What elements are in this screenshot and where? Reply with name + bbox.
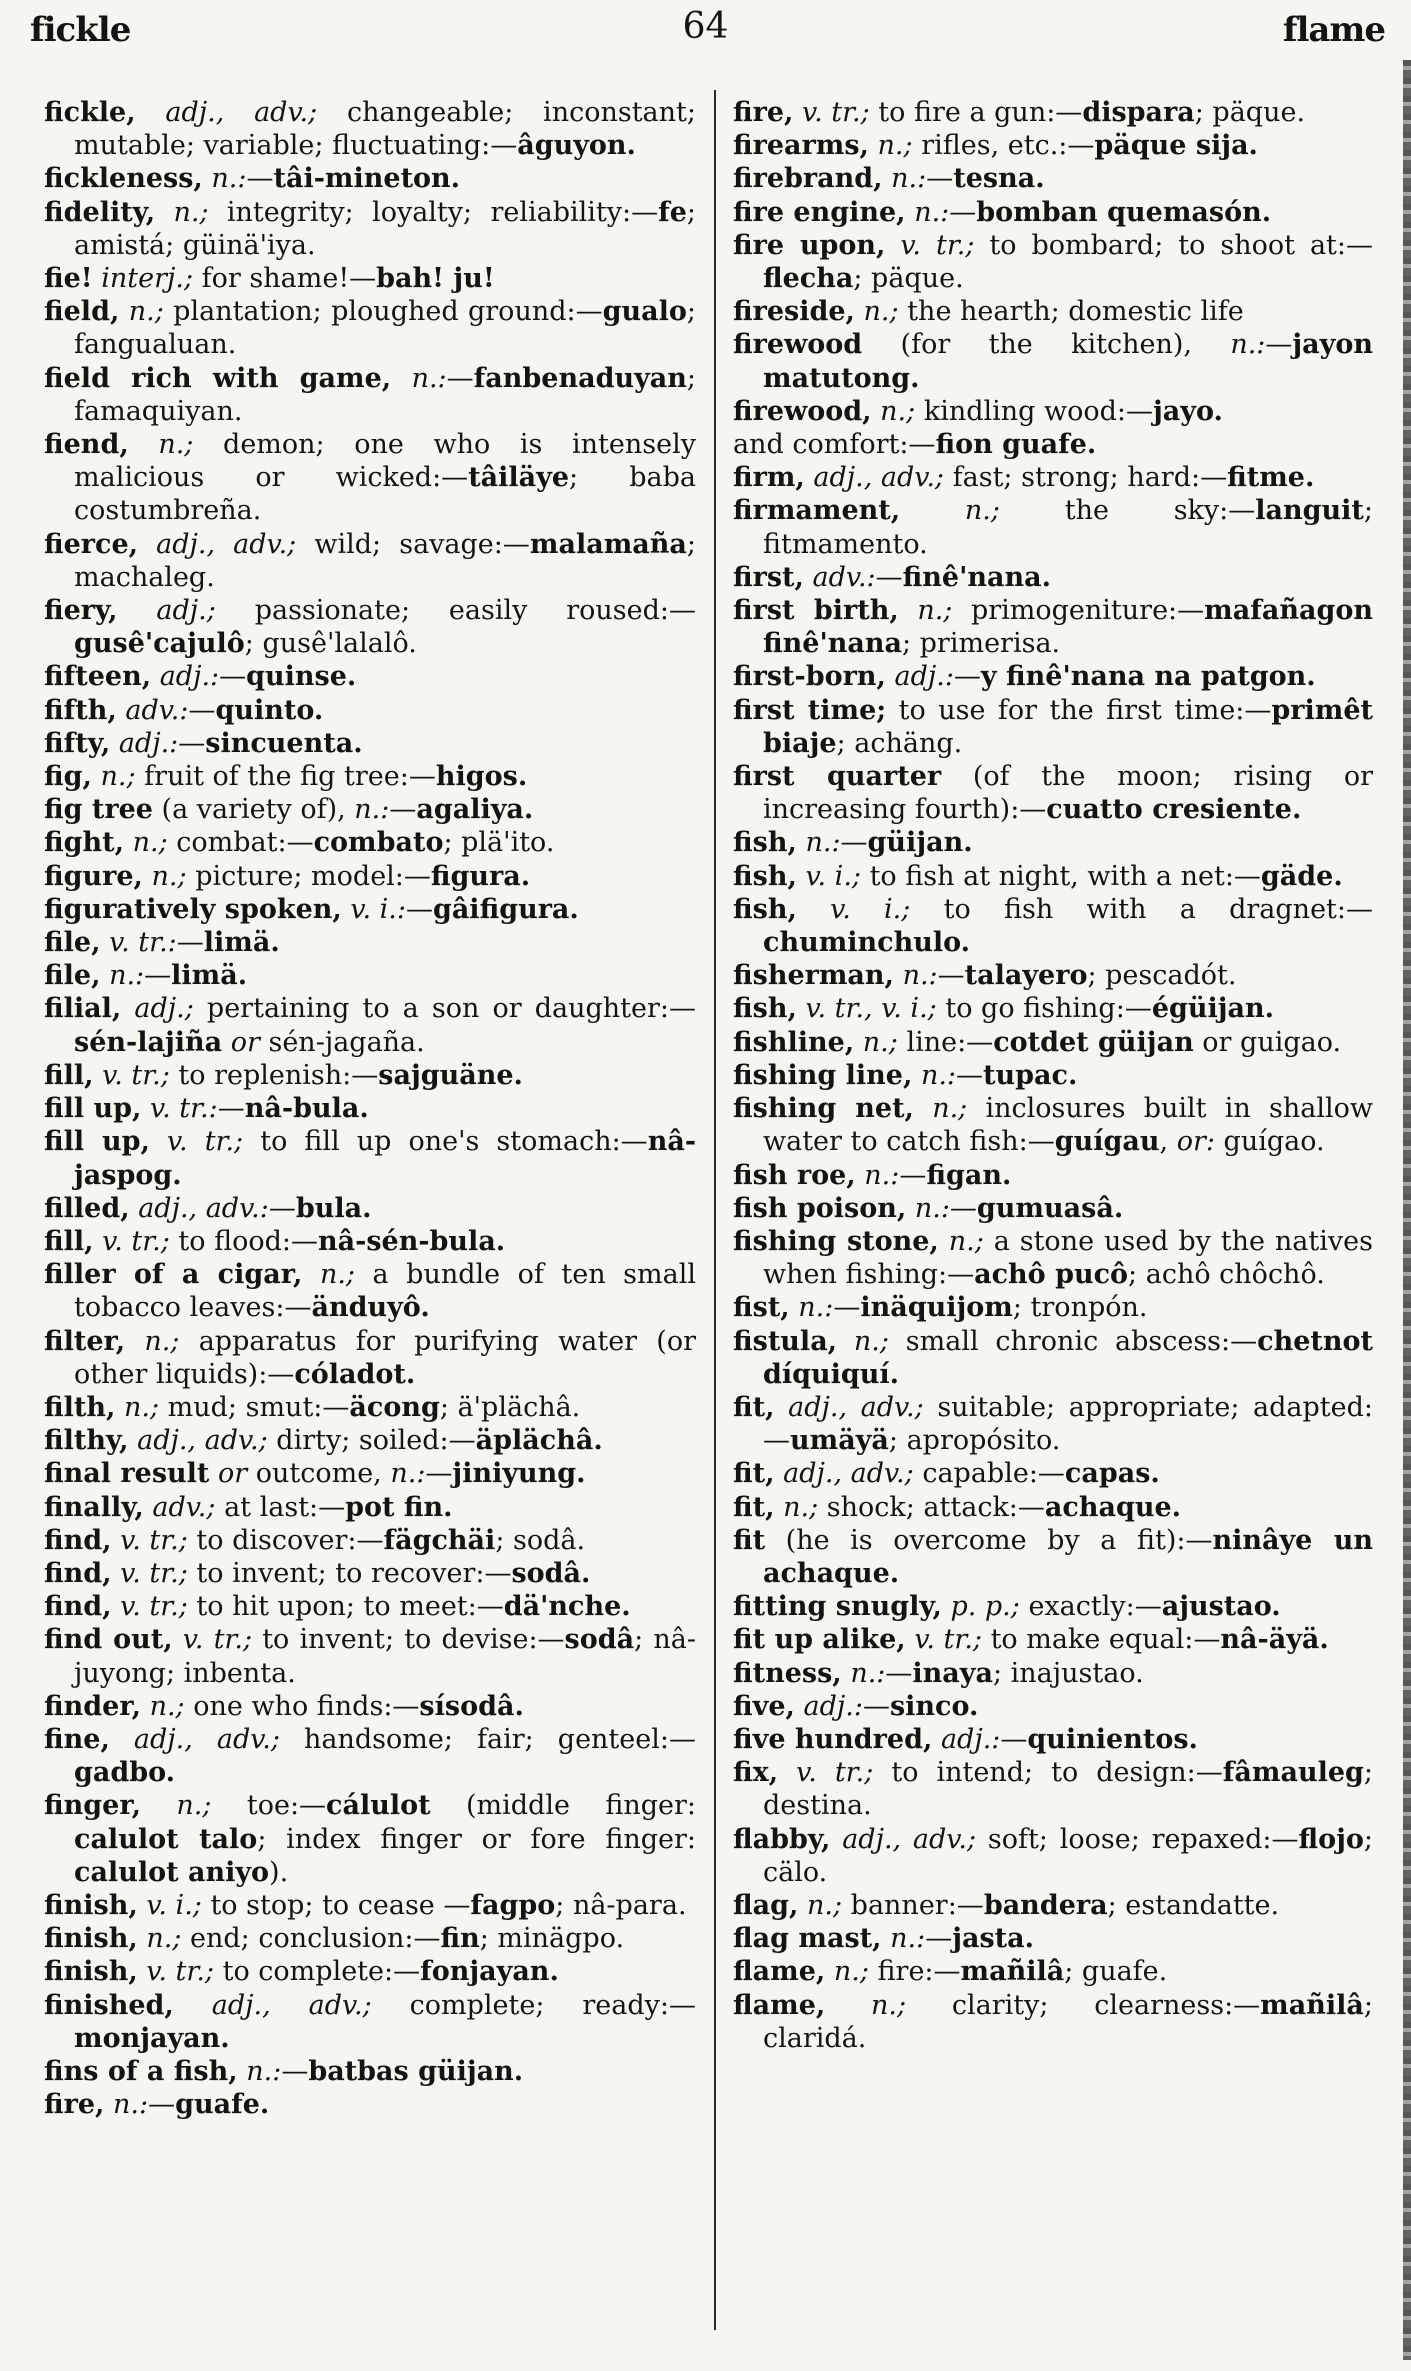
dictionary-entry: flag mast, n.:—jasta. — [733, 1923, 1035, 1955]
dictionary-entry: fish, v. tr., v. i.; to go fishing:—égüijan. — [733, 993, 1275, 1025]
dictionary-entry: fire, v. tr.; to fire a gun:—dispara; päque. — [733, 97, 1306, 128]
dictionary-entry: fight, n.; combat:—combato; plä'ito. — [44, 827, 555, 859]
dictionary-entry: firearms, n.; rifles, etc.:—päque sija. — [733, 130, 1258, 162]
dictionary-entry: fishing line, n.:—tupac. — [733, 1059, 1078, 1091]
dictionary-entry: firm, adj., adv.; fast; strong; hard:—fitme. — [733, 462, 1315, 494]
dictionary-entry: finger, n.; toe:—cálulot (middle finger: calulot talo; index finger or fore finger: calulot aniyo). — [44, 1790, 697, 1888]
dictionary-entry: fifth, adv.:—quinto. — [44, 694, 324, 726]
dictionary-entry: fishline, n.; line:—cotdet güijan or guigao. — [733, 1026, 1342, 1058]
dictionary-entry: fill up, v. tr.:—nâ-bula. — [44, 1093, 369, 1125]
dictionary-entry: flabby, adj., adv.; soft; loose; repaxed:—flojo; cälo. — [733, 1823, 1373, 1888]
dictionary-entry: file, n.:—limä. — [44, 960, 248, 992]
dictionary-entry: fickle, adj., adv.; changeable; inconstant; mutable; variable; fluctuating:—âguyon. — [44, 97, 696, 162]
dictionary-entry: fit, n.; shock; attack:—achaque. — [733, 1491, 1182, 1523]
dictionary-entry: flag, n.; banner:—bandera; estandatte. — [733, 1889, 1280, 1921]
scan-edge-artifact — [1403, 60, 1411, 2360]
dictionary-entry: first birth, n.; primogeniture:—mafañagon finê'nana; primerisa. — [733, 595, 1373, 660]
dictionary-entry: fidelity, n.; integrity; loyalty; reliability:—fe; amistá; güinä'iya. — [44, 196, 696, 261]
dictionary-entry: fishing net, n.; inclosures built in shallow water to catch fish:—guígau, or: guígao. — [733, 1093, 1373, 1158]
dictionary-entry: file, v. tr.:—limä. — [44, 927, 280, 959]
dictionary-entry: finish, n.; end; conclusion:—fin; minägpo. — [44, 1923, 625, 1955]
dictionary-entry: figure, n.; picture; model:—figura. — [44, 860, 531, 892]
dictionary-entry: fit up alike, v. tr.; to make equal:—nâ-äyä. — [733, 1624, 1329, 1656]
dictionary-entry: first-born, adj.:—y finê'nana na patgon. — [733, 661, 1316, 693]
dictionary-entry: fill, v. tr.; to flood:—nâ-sén-bula. — [44, 1225, 506, 1257]
dictionary-entry: find, v. tr.; to hit upon; to meet:—dä'nche. — [44, 1591, 631, 1623]
dictionary-entry: fish poison, n.:—gumuasâ. — [733, 1192, 1124, 1224]
dictionary-entry: firewood, n.; kindling wood:—jayo. — [733, 395, 1223, 427]
dictionary-entry: find, v. tr.; to invent; to recover:—sodâ. — [44, 1557, 591, 1589]
dictionary-entry: fitness, n.:—inaya; inajustao. — [733, 1657, 1144, 1689]
dictionary-entry: flame, n.; fire:—mañilâ; guafe. — [733, 1956, 1168, 1988]
dictionary-entry: fierce, adj., adv.; wild; savage:—malamaña; machaleg. — [44, 528, 696, 593]
dictionary-entry: finished, adj., adv.; complete; ready:—monjayan. — [44, 1989, 696, 2054]
dictionary-entry: fit, adj., adv.; capable:—capas. — [733, 1458, 1160, 1490]
dictionary-entry: filial, adj.; pertaining to a son or daughter:—sén-lajiña or sén-jagaña. — [44, 993, 696, 1058]
right-guide-word: flame — [1282, 10, 1385, 50]
dictionary-entry: fie! interj.; for shame!—bah! ju! — [44, 263, 495, 295]
dictionary-entry: field rich with game, n.:—fanbenaduyan; famaquiyan. — [44, 362, 696, 427]
dictionary-entry: fisherman, n.:—talayero; pescadót. — [733, 960, 1237, 992]
dictionary-entry: figuratively spoken, v. i.:—gâifigura. — [44, 893, 579, 925]
dictionary-entry: filthy, adj., adv.; dirty; soiled:—äplächâ. — [44, 1425, 603, 1457]
dictionary-entry: fireside, n.; the hearth; domestic life — [733, 296, 1244, 328]
dictionary-entry: filter, n.; apparatus for purifying water (or other liquids):—cóladot. — [44, 1325, 696, 1390]
dictionary-entry: fish, v. i.; to fish with a dragnet:—chuminchulo. — [733, 893, 1373, 959]
dictionary-entry: firmament, n.; the sky:—languit; fitmamento. — [733, 495, 1373, 560]
dictionary-entry: fiery, adj.; passionate; easily roused:—gusê'cajulô; gusê'lalalô. — [44, 595, 696, 660]
dictionary-entry: finder, n.; one who finds:—sísodâ. — [44, 1690, 524, 1722]
dictionary-entry: final result or outcome, n.:—jiniyung. — [44, 1458, 586, 1490]
dictionary-entry: five hundred, adj.:—quinientos. — [733, 1723, 1198, 1755]
dictionary-entry: fit (he is overcome by a fit):—ninâye un achaque. — [733, 1524, 1373, 1589]
dictionary-entry: fire, n.:—guafe. — [44, 2089, 270, 2121]
dictionary-entry: fish, n.:—güijan. — [733, 827, 973, 859]
dictionary-entry: fish, v. i.; to fish at night, with a net:—gäde. — [733, 860, 1343, 892]
dictionary-entry: fifty, adj.:—sincuenta. — [44, 727, 363, 759]
dictionary-entry: fix, v. tr.; to intend; to design:—fâmauleg; destina. — [733, 1757, 1374, 1822]
dictionary-entry: fig tree (a variety of), n.:—agaliya. — [44, 794, 534, 826]
dictionary-entry: first quarter (of the moon; rising or increasing fourth):—cuatto cresiente. — [733, 761, 1373, 826]
left-column — [44, 96, 696, 2121]
page-header — [0, 0, 1411, 90]
dictionary-entry: fifteen, adj.:—quinse. — [44, 661, 357, 693]
dictionary-entry: fickleness, n.:—tâi-mineton. — [44, 163, 461, 195]
dictionary-entry: fire upon, v. tr.; to bombard; to shoot at:—flecha; päque. — [733, 229, 1373, 295]
dictionary-entry: fire engine, n.:—bomban quemasón. — [733, 196, 1272, 228]
dictionary-entry: finally, adv.; at last:—pot fin. — [44, 1491, 453, 1523]
dictionary-entry: first, adv.:—finê'nana. — [733, 561, 1052, 593]
right-column — [733, 96, 1373, 2055]
dictionary-entry: fish roe, n.:—figan. — [733, 1159, 1012, 1191]
dictionary-entry: fistula, n.; small chronic abscess:—chetnot díquiquí. — [733, 1325, 1373, 1390]
dictionary-entry: finish, v. tr.; to complete:—fonjayan. — [44, 1956, 559, 1988]
dictionary-entry: find out, v. tr.; to invent; to devise:—sodâ; nâ-juyong; inbenta. — [44, 1624, 696, 1689]
dictionary-entry: fig, n.; fruit of the fig tree:—higos. — [44, 761, 528, 793]
dictionary-entry: five, adj.:—sinco. — [733, 1690, 979, 1722]
dictionary-entry: flame, n.; clarity; clearness:—mañilâ; claridá. — [733, 1989, 1373, 2054]
page-number: 64 — [682, 6, 729, 47]
dictionary-entry: fill up, v. tr.; to fill up one's stomach:—nâ-jaspog. — [44, 1126, 697, 1191]
dictionary-entry: firewood (for the kitchen), n.:—jayon matutong. — [733, 329, 1373, 394]
dictionary-entry: fine, adj., adv.; handsome; fair; genteel:—gadbo. — [44, 1723, 696, 1789]
dictionary-entry: finish, v. i.; to stop; to cease —fagpo; nâ-para. — [44, 1889, 687, 1921]
dictionary-entry: fitting snugly, p. p.; exactly:—ajustao. — [733, 1591, 1281, 1623]
dictionary-entry: fit, adj., adv.; suitable; appropriate; adapted:—umäyä; apropósito. — [733, 1391, 1373, 1457]
dictionary-entry: filled, adj., adv.:—bula. — [44, 1192, 372, 1224]
dictionary-entry: filler of a cigar, n.; a bundle of ten small tobacco leaves:—änduyô. — [44, 1259, 696, 1324]
dictionary-entry: fishing stone, n.; a stone used by the natives when fishing:—achô pucô; achô chôchô. — [733, 1225, 1373, 1291]
dictionary-entry: field, n.; plantation; ploughed ground:—gualo; fangualuan. — [44, 296, 696, 361]
dictionary-entry: fill, v. tr.; to replenish:—sajguäne. — [44, 1059, 523, 1091]
dictionary-entry: find, v. tr.; to discover:—fägchäi; sodâ. — [44, 1524, 586, 1556]
left-guide-word: fickle — [30, 10, 131, 50]
column-divider — [714, 90, 716, 2330]
dictionary-entry: filth, n.; mud; smut:—äcong; ä'plächâ. — [44, 1391, 581, 1423]
dictionary-entry: first time; to use for the first time:—primêt biaje; achäng. — [733, 694, 1373, 759]
dictionary-entry: firebrand, n.:—tesna. — [733, 163, 1045, 195]
dictionary-entry: and comfort:—fion guafe. — [733, 429, 1097, 461]
dictionary-entry: fiend, n.; demon; one who is intensely malicious or wicked:—tâiläye; baba costumbreña. — [44, 429, 696, 527]
dictionary-entry: fist, n.:—inäquijom; tronpón. — [733, 1292, 1148, 1324]
dictionary-entry: fins of a fish, n.:—batbas güijan. — [44, 2055, 524, 2087]
